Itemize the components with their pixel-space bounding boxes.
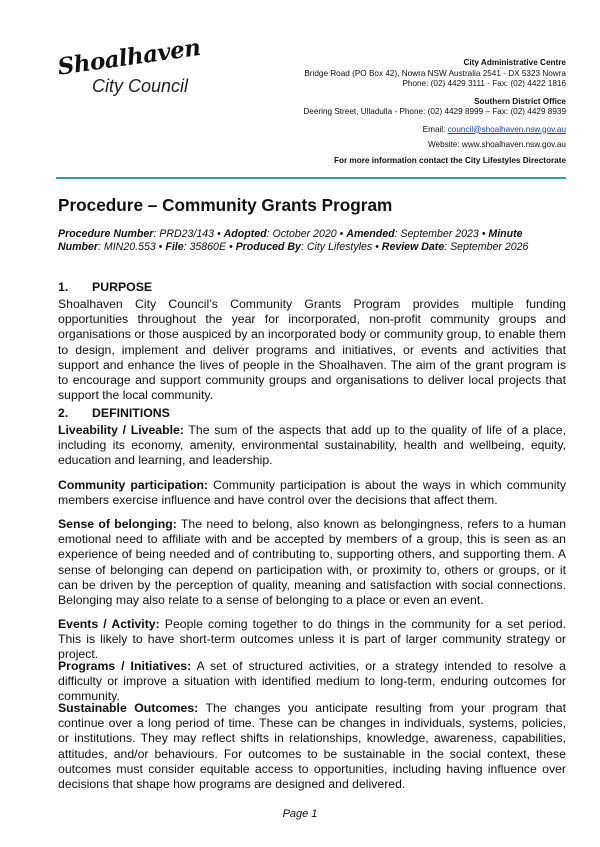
more-info: For more information contact the City Lifestyles Directorate <box>333 155 566 165</box>
email-label: Email: <box>422 124 448 134</box>
heading-definitions: 2. DEFINITIONS <box>58 406 170 420</box>
email-line <box>236 125 566 136</box>
page-number: Page 1 <box>282 808 318 820</box>
definition-sense-of-belonging: Sense of belonging: The need to belong, also known as belongingness, refers to a human emotional need to affiliate with and be accepted by members of a group, this is seen as an experience of being needed and of contributing to, supporting others, and supporting them. A sense of belonging can depend on participation with, or proximity to, others or groups, or it can be driven by the perception of quality, meaning and satisfaction with social connections. Belonging may also relate to a sense of belonging to a place or even an event. <box>58 517 567 608</box>
definition-liveability: Liveability / Liveable: The sum of the aspects that add up to the quality of life of a place, including its economy, amenity, environmental sustainability, health and wellbeing, equity, education and learning, and leadership. <box>58 423 566 468</box>
header-divider <box>56 177 566 179</box>
definition-programs: Programs / Initiatives: A set of structured activities, or a strategy intended to resolve a difficulty or improve a situation with identified medium to long-term, enduring outcomes for community. <box>58 659 566 704</box>
logo-wordmark-top: Shoalhaven <box>56 34 203 81</box>
website-line: Website: www.shoalhaven.nsw.gov.au <box>427 140 566 149</box>
south-title: Southern District Office <box>474 96 566 106</box>
purpose-text: Shoalhaven City Council’s Community Grants Program provides multiple funding opportunities throughout the year for incorporated, non-profit community groups and organisations or those auspiced by an incorporated body or community group, to enable them to design, implement and deliver programs and initiatives, or events and activities that support and enhance the lives of people in the Shoalhaven. The aim of the grant program is to encourage and support community groups and organisations to deliver local projects that support the local community. <box>58 297 566 403</box>
centre-address: Bridge Road (PO Box 42), Nowra NSW Australia 2541 - DX 5323 Nowra <box>304 68 566 78</box>
email-link[interactable]: council@shoalhaven.nsw.gov.au <box>447 124 566 134</box>
south-address: Deering Street, Ulladulla - Phone: (02) 4429 8999 – Fax: (02) 4429 8939 <box>303 107 566 116</box>
definition-sustainable-outcomes: Sustainable Outcomes: The changes you anticipate resulting from your program that continue over a long period of time. These can be changes in individuals, systems, policies, or institutions. They may reflect shifts in relationships, knowledge, awareness, capabilities, attitudes, and/or behaviours. For outcomes to be sustainable in the social context, these outcomes must consider equitable access to opportunities, including having influence over decisions that shape how programs are designed and delivered. <box>58 701 566 792</box>
council-logo <box>56 34 206 104</box>
logo-wordmark-bottom: City Council <box>92 76 189 96</box>
page-title: Procedure – Community Grants Program <box>58 195 393 215</box>
procedure-meta: Procedure Number: PRD23/143 • Adopted: October 2020 • Amended: September 2023 • Minute Number: MIN20.553 • File: 35860E • Produced By: City Lifestyles • Review Date: September 2026 <box>58 228 529 254</box>
centre-phone: Phone: (02) 4429 3111 - Fax: (02) 4422 1816 <box>402 79 566 88</box>
centre-title: City Administrative Centre <box>463 58 566 67</box>
contact-block <box>236 58 566 166</box>
definition-community-participation: Community participation: Community participation is about the ways in which community members exercise influence and have control over the decisions that affect them. <box>58 478 566 508</box>
heading-purpose: 1. PURPOSE <box>58 280 153 294</box>
definition-events: Events / Activity: People coming together to do things in the community for a set period. This is likely to have short-term outcomes unless it is part of larger community strategy or project. <box>58 617 566 662</box>
